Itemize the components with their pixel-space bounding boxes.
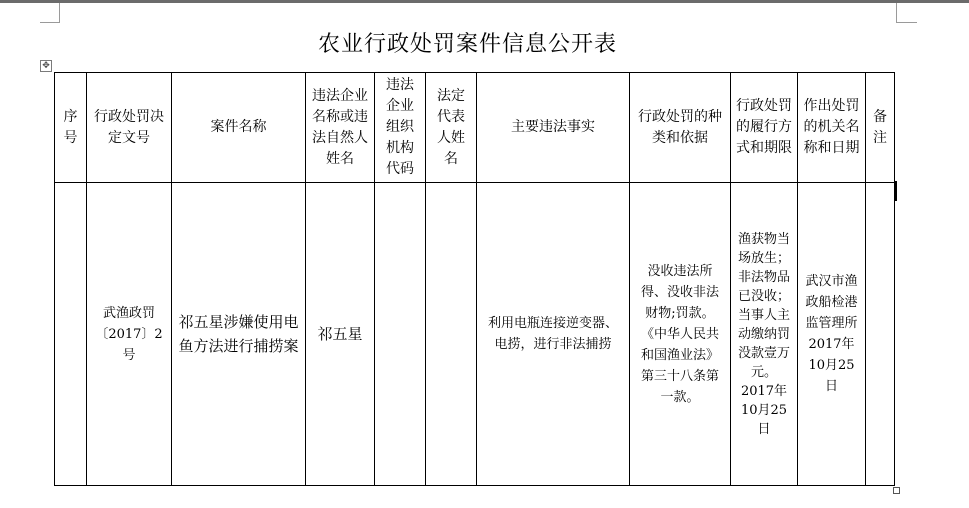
cell-doc-no[interactable]: 武渔政罚〔2017〕2号 [87, 183, 172, 486]
header-case-name: 案件名称 [172, 73, 306, 183]
header-remark: 备注 [866, 73, 895, 183]
cell-authority[interactable]: 武汉市渔政船检港监管理所2017年10月25日 [798, 183, 866, 486]
header-facts: 主要违法事实 [477, 73, 630, 183]
cell-violator[interactable]: 祁五星 [306, 183, 375, 486]
header-violator: 违法企业名称或违法自然人姓名 [306, 73, 375, 183]
cell-penalty[interactable]: 没收违法所得、没收非法财物;罚款。《中华人民共和国渔业法》第三十八条第一款。 [630, 183, 731, 486]
cell-case-name[interactable]: 祁五星涉嫌使用电鱼方法进行捕捞案 [172, 183, 306, 486]
table-header-row [55, 73, 895, 183]
crop-mark-top-right [897, 22, 917, 23]
header-legal-rep: 法定代表人姓名 [426, 73, 477, 183]
header-authority: 作出处罚的机关名称和日期 [798, 73, 866, 183]
cell-org-code[interactable] [375, 183, 426, 486]
header-penalty: 行政处罚的种类和依据 [630, 73, 731, 183]
cell-facts[interactable]: 利用电瓶连接逆变器、电捞，进行非法捕捞 [477, 183, 630, 486]
document-title: 农业行政处罚案件信息公开表 [317, 32, 617, 57]
crop-mark-top-left-vertical [59, 3, 60, 23]
text-cursor [895, 181, 897, 201]
cell-execution[interactable]: 渔获物当场放生；非法物品已没收；当事人主动缴纳罚没款壹万元。2017年10月25日 [731, 183, 798, 486]
crop-mark-top-left [40, 22, 60, 23]
table-move-handle-icon[interactable]: ✥ [40, 60, 52, 72]
window-top-border [0, 0, 969, 3]
header-seq: 序号 [55, 73, 87, 183]
table-row [55, 183, 895, 486]
header-doc-no: 行政处罚决定文号 [87, 73, 172, 183]
cell-legal-rep[interactable] [426, 183, 477, 486]
header-execution: 行政处罚的履行方式和期限 [731, 73, 798, 183]
cell-remark[interactable] [866, 183, 895, 486]
crop-mark-top-right-vertical [896, 3, 897, 23]
cell-seq[interactable] [55, 183, 87, 486]
header-org-code: 违法企业组织机构代码 [375, 73, 426, 183]
penalty-info-table [54, 72, 895, 486]
table-resize-handle[interactable] [893, 487, 900, 494]
